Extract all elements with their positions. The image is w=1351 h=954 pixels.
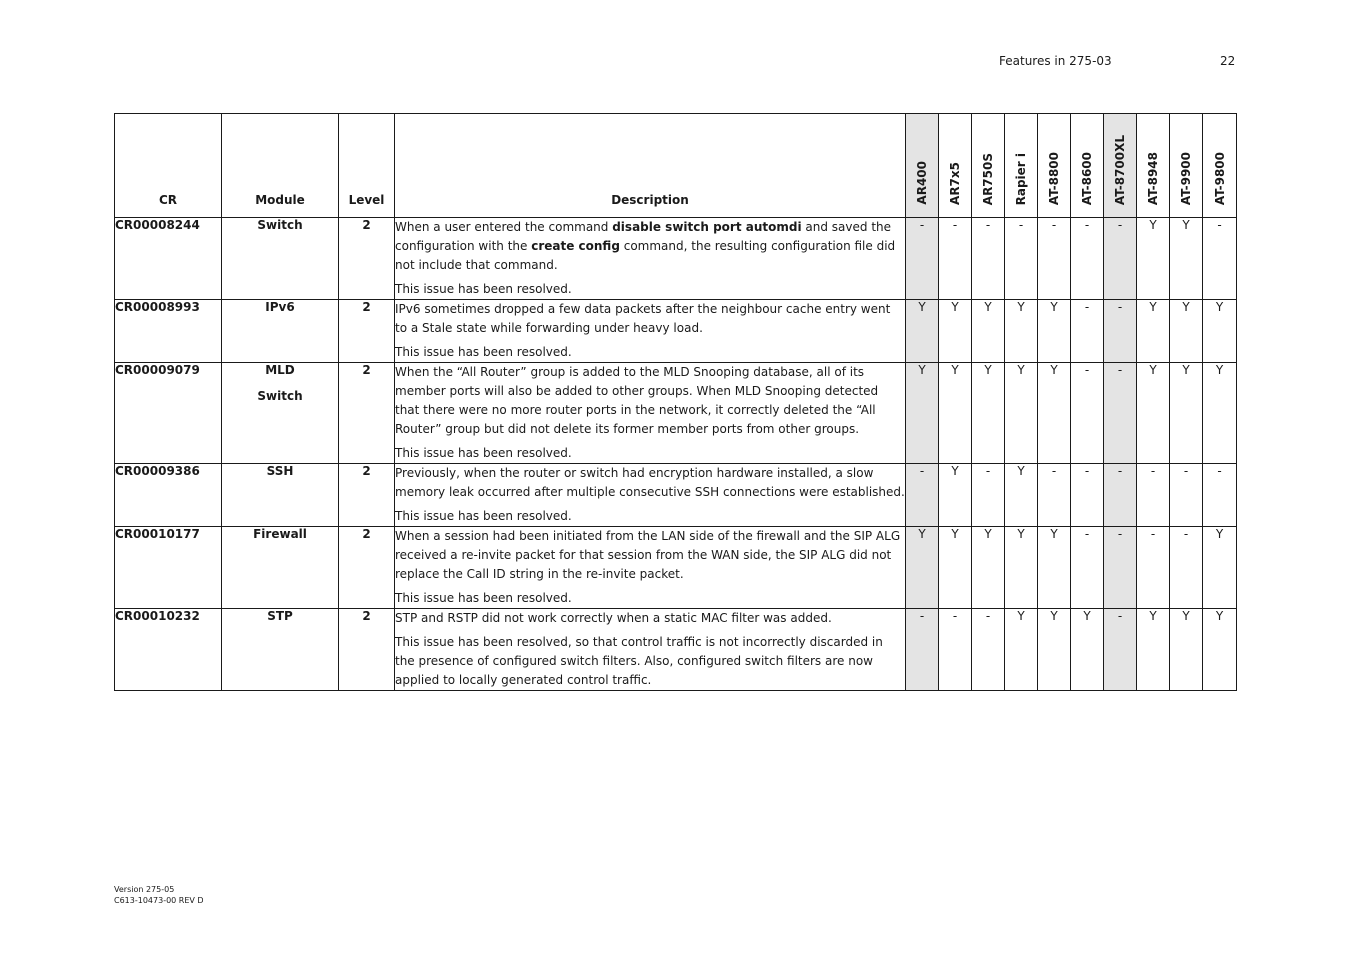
support-at-9800: Y xyxy=(1203,609,1237,691)
col-header-ar750s xyxy=(972,114,1005,218)
product-label: AT-8948 xyxy=(1146,151,1160,205)
support-ar750s: Y xyxy=(972,300,1005,363)
support-ar7x5: Y xyxy=(939,464,972,527)
cr-number: CR00008244 xyxy=(115,218,222,300)
module-name: Firewall xyxy=(253,527,307,541)
support-at-9900: Y xyxy=(1170,300,1203,363)
support-at-8948: - xyxy=(1137,527,1170,609)
description-cell xyxy=(395,363,906,464)
support-rapier-i: Y xyxy=(1005,300,1038,363)
support-ar750s: - xyxy=(972,464,1005,527)
cr-number: CR00009386 xyxy=(115,464,222,527)
support-rapier-i: Y xyxy=(1005,363,1038,464)
support-at-8600: - xyxy=(1071,218,1104,300)
col-header-ar7x5 xyxy=(939,114,972,218)
page-header-title: Features in 275-03 xyxy=(999,54,1112,68)
issues-table xyxy=(114,113,1237,691)
table-body xyxy=(115,218,1237,691)
cr-number: CR00010177 xyxy=(115,527,222,609)
level-value: 2 xyxy=(339,527,395,609)
support-at-9900: Y xyxy=(1170,218,1203,300)
product-label: AR750S xyxy=(981,152,995,205)
description-cell xyxy=(395,464,906,527)
support-ar400: Y xyxy=(906,300,939,363)
level-value: 2 xyxy=(339,218,395,300)
product-label: AT-8700XL xyxy=(1113,134,1127,205)
support-at-9800: Y xyxy=(1203,300,1237,363)
module-cell xyxy=(222,609,339,691)
module-name: SSH xyxy=(266,464,294,478)
cr-number: CR00008993 xyxy=(115,300,222,363)
product-label: AR400 xyxy=(915,161,929,205)
col-header-ar400 xyxy=(906,114,939,218)
support-ar7x5: Y xyxy=(939,363,972,464)
description-cell xyxy=(395,300,906,363)
support-at-8700xl: - xyxy=(1104,218,1137,300)
support-ar750s: - xyxy=(972,609,1005,691)
support-ar7x5: Y xyxy=(939,527,972,609)
resolution-text: This issue has been resolved. xyxy=(395,591,572,605)
table-header-row xyxy=(115,114,1237,218)
description-text: IPv6 sometimes dropped a few data packets after the neighbour cache entry went to a Stale state while forwarding under heavy load. xyxy=(395,302,891,335)
level-value: 2 xyxy=(339,300,395,363)
support-at-8800: Y xyxy=(1038,363,1071,464)
command-name: create config xyxy=(531,239,620,253)
support-at-8948: Y xyxy=(1137,363,1170,464)
module-name: Switch xyxy=(257,389,303,403)
module-cell xyxy=(222,527,339,609)
description-text xyxy=(395,218,905,275)
support-at-9800: - xyxy=(1203,218,1237,300)
table-row xyxy=(115,527,1237,609)
table-row xyxy=(115,609,1237,691)
table-row xyxy=(115,218,1237,300)
support-at-9800: - xyxy=(1203,464,1237,527)
support-ar400: - xyxy=(906,218,939,300)
description-cell xyxy=(395,527,906,609)
support-ar400: - xyxy=(906,609,939,691)
product-label: Rapier i xyxy=(1014,152,1028,205)
support-at-8700xl: - xyxy=(1104,527,1137,609)
support-ar7x5: Y xyxy=(939,300,972,363)
support-at-8800: - xyxy=(1038,218,1071,300)
col-header-cr: CR xyxy=(115,114,222,218)
support-at-8948: Y xyxy=(1137,609,1170,691)
resolution-text: This issue has been resolved. xyxy=(395,282,572,296)
support-rapier-i: Y xyxy=(1005,527,1038,609)
support-at-9800: Y xyxy=(1203,527,1237,609)
product-label: AT-8800 xyxy=(1047,151,1061,205)
support-at-9900: - xyxy=(1170,464,1203,527)
support-ar400: - xyxy=(906,464,939,527)
cr-number: CR00009079 xyxy=(115,363,222,464)
col-header-at-9900 xyxy=(1170,114,1203,218)
support-at-8948: - xyxy=(1137,464,1170,527)
support-at-8600: - xyxy=(1071,300,1104,363)
support-at-8800: Y xyxy=(1038,527,1071,609)
product-label: AT-8600 xyxy=(1080,151,1094,205)
support-at-8700xl: - xyxy=(1104,464,1137,527)
product-label: AR7x5 xyxy=(948,162,962,205)
module-name: IPv6 xyxy=(265,300,295,314)
page-footer xyxy=(114,884,204,906)
support-at-8948: Y xyxy=(1137,300,1170,363)
support-rapier-i: Y xyxy=(1005,609,1038,691)
support-at-9900: - xyxy=(1170,527,1203,609)
support-ar7x5: - xyxy=(939,218,972,300)
support-at-8800: Y xyxy=(1038,300,1071,363)
description-fragment: and saved the configuration with the xyxy=(395,220,892,253)
module-name: MLD xyxy=(265,363,295,377)
support-at-8800: - xyxy=(1038,464,1071,527)
support-at-8948: Y xyxy=(1137,218,1170,300)
support-at-9800: Y xyxy=(1203,363,1237,464)
resolution-text: This issue has been resolved. xyxy=(395,446,572,460)
support-at-9900: Y xyxy=(1170,363,1203,464)
support-at-8700xl: - xyxy=(1104,300,1137,363)
module-name: Switch xyxy=(257,218,303,232)
support-ar7x5: - xyxy=(939,609,972,691)
col-header-level: Level xyxy=(339,114,395,218)
support-ar400: Y xyxy=(906,363,939,464)
module-cell xyxy=(222,363,339,464)
description-cell xyxy=(395,218,906,300)
description-text: Previously, when the router or switch had encryption hardware installed, a slow memory leak occurred after multiple consecutive SSH connections were established. xyxy=(395,466,905,499)
module-name: STP xyxy=(267,609,293,623)
col-header-at-8600 xyxy=(1071,114,1104,218)
product-label: AT-9900 xyxy=(1179,151,1193,205)
table-row xyxy=(115,363,1237,464)
table-row xyxy=(115,464,1237,527)
resolution-text: This issue has been resolved. xyxy=(395,345,572,359)
support-at-8600: - xyxy=(1071,464,1104,527)
support-at-8800: Y xyxy=(1038,609,1071,691)
support-at-8600: Y xyxy=(1071,609,1104,691)
col-header-description: Description xyxy=(395,114,906,218)
footer-doc-id: C613-10473-00 REV D xyxy=(114,896,204,905)
support-rapier-i: - xyxy=(1005,218,1038,300)
support-at-8600: - xyxy=(1071,363,1104,464)
description-text: When a session had been initiated from the LAN side of the firewall and the SIP ALG received a re-invite packet for that session from the WAN side, the SIP ALG did not replace the Call ID string in the re-invite packet. xyxy=(395,529,901,581)
resolution-text: This issue has been resolved. xyxy=(395,509,572,523)
support-at-8600: - xyxy=(1071,527,1104,609)
description-text: STP and RSTP did not work correctly when a static MAC filter was added. xyxy=(395,611,832,625)
col-header-module: Module xyxy=(222,114,339,218)
level-value: 2 xyxy=(339,363,395,464)
col-header-at-8800 xyxy=(1038,114,1071,218)
description-fragment: When a user entered the command xyxy=(395,220,613,234)
support-at-8700xl: - xyxy=(1104,609,1137,691)
support-ar750s: Y xyxy=(972,363,1005,464)
col-header-at-9800 xyxy=(1203,114,1237,218)
col-header-at-8948 xyxy=(1137,114,1170,218)
support-ar750s: Y xyxy=(972,527,1005,609)
command-name: disable switch port automdi xyxy=(612,220,802,234)
col-header-rapier-i xyxy=(1005,114,1038,218)
module-cell xyxy=(222,300,339,363)
support-rapier-i: Y xyxy=(1005,464,1038,527)
module-cell xyxy=(222,218,339,300)
footer-version: Version 275-05 xyxy=(114,885,175,894)
cr-number: CR00010232 xyxy=(115,609,222,691)
support-ar400: Y xyxy=(906,527,939,609)
support-at-8700xl: - xyxy=(1104,363,1137,464)
support-ar750s: - xyxy=(972,218,1005,300)
table-row xyxy=(115,300,1237,363)
resolution-text: This issue has been resolved, so that control traffic is not incorrectly discarded in the presence of configured switch filters. Also, configured switch filters are now applied to locally generated control traffic. xyxy=(395,635,883,687)
product-label: AT-9800 xyxy=(1212,151,1227,205)
support-at-9900: Y xyxy=(1170,609,1203,691)
level-value: 2 xyxy=(339,464,395,527)
description-fragment: command, the resulting configuration file did not include that command. xyxy=(395,239,896,272)
description-text: When the “All Router” group is added to the MLD Snooping database, all of its member ports will also be added to other groups. When MLD Snooping detected that there were no more router ports in the network, it correctly deleted the “All Router” group but did not delete its former member ports from other groups. xyxy=(395,365,879,436)
col-header-at-8700xl xyxy=(1104,114,1137,218)
module-cell xyxy=(222,464,339,527)
level-value: 2 xyxy=(339,609,395,691)
page-number: 22 xyxy=(1220,54,1236,68)
description-cell xyxy=(395,609,906,691)
